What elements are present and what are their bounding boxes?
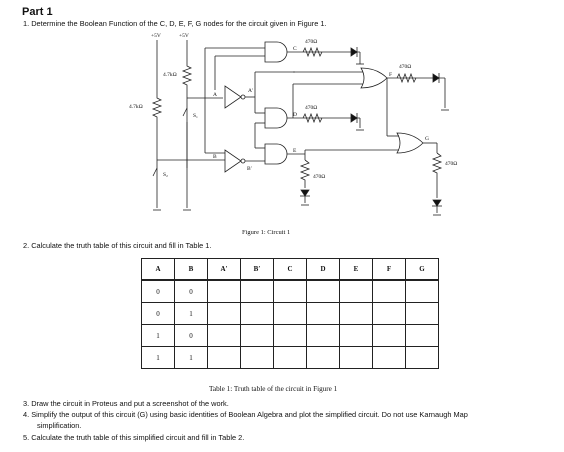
vcc1-label: +5V — [151, 33, 161, 39]
table-cell — [208, 280, 241, 303]
node-d-label: D — [293, 112, 297, 118]
col-header: B — [175, 259, 208, 281]
switch1-label: S₁ — [193, 113, 198, 119]
col-header: B′ — [241, 259, 274, 281]
table-row — [142, 325, 439, 347]
question-2: 2. Calculate the truth table of this circuit and fill in Table 1. — [23, 241, 212, 250]
truth-table — [141, 258, 439, 369]
table-cell: 1 — [142, 347, 175, 369]
r-d-label: 470Ω — [305, 105, 318, 111]
truth-table-header — [142, 259, 439, 281]
table-cell: 0 — [142, 280, 175, 303]
node-b-label: B — [213, 154, 217, 160]
table-cell — [241, 280, 274, 303]
table-cell: 1 — [175, 303, 208, 325]
table-cell: 0 — [175, 325, 208, 347]
table-cell: 1 — [175, 347, 208, 369]
question-1: 1. Determine the Boolean Function of the C, D, E, F, G nodes for the circuit given in Figure 1. — [23, 19, 327, 28]
col-header: A′ — [208, 259, 241, 281]
circuit-diagram — [115, 28, 475, 228]
table-cell — [340, 280, 373, 303]
switch2-label: S₂ — [163, 172, 168, 178]
table-cell — [274, 347, 307, 369]
node-c-label: C — [293, 46, 297, 52]
table-cell — [373, 280, 406, 303]
col-header: G — [406, 259, 439, 281]
table-cell — [241, 325, 274, 347]
node-e-label: E — [293, 148, 297, 154]
r-c-label: 470Ω — [305, 39, 318, 45]
table-cell — [274, 325, 307, 347]
table-cell — [208, 347, 241, 369]
node-f-label: F — [389, 72, 393, 78]
node-a-label: A — [213, 92, 217, 98]
node-a-not-label: A′ — [248, 88, 254, 94]
table-cell — [406, 325, 439, 347]
table-cell — [307, 347, 340, 369]
table-cell — [373, 303, 406, 325]
question-3: 3. Draw the circuit in Proteus and put a screenshot of the work. — [23, 399, 229, 408]
table-cell — [406, 303, 439, 325]
node-g-label: G — [425, 136, 429, 142]
table-cell — [340, 347, 373, 369]
table-cell — [241, 347, 274, 369]
table-cell — [406, 347, 439, 369]
table-cell — [274, 303, 307, 325]
col-header: C — [274, 259, 307, 281]
table-cell — [208, 303, 241, 325]
pullup2-label: 4.7kΩ — [129, 104, 143, 110]
figure-caption: Figure 1: Circuit 1 — [242, 229, 291, 236]
pullup1-label: 4.7kΩ — [163, 72, 177, 78]
r-f-label: 470Ω — [399, 64, 412, 70]
col-header: F — [373, 259, 406, 281]
table-cell — [274, 280, 307, 303]
question-5: 5. Calculate the truth table of this simplified circuit and fill in Table 2. — [23, 433, 245, 442]
table-cell — [373, 347, 406, 369]
table-cell — [373, 325, 406, 347]
part-title: Part 1 — [22, 6, 53, 18]
question-4-continued: simplification. — [37, 421, 82, 430]
table-row — [142, 280, 439, 303]
table-cell — [307, 303, 340, 325]
r-g-label: 470Ω — [445, 161, 458, 167]
table-cell — [340, 303, 373, 325]
table-cell: 0 — [142, 303, 175, 325]
col-header: E — [340, 259, 373, 281]
table-cell — [208, 325, 241, 347]
table-row — [142, 347, 439, 369]
table-cell: 0 — [175, 280, 208, 303]
table-cell — [241, 303, 274, 325]
r-e-label: 470Ω — [313, 174, 326, 180]
col-header: A — [142, 259, 175, 281]
table-caption: Table 1: Truth table of the circuit in Figure 1 — [209, 385, 338, 393]
table-cell — [307, 325, 340, 347]
vcc2-label: +5V — [179, 33, 189, 39]
table-cell: 1 — [142, 325, 175, 347]
question-4: 4. Simplify the output of this circuit (G) using basic identities of Boolean Algebra and plot the simplified circuit. Do not use Karnaugh Map — [23, 410, 468, 419]
node-b-not-label: B′ — [247, 166, 252, 172]
col-header: D — [307, 259, 340, 281]
table-cell — [406, 280, 439, 303]
table-row — [142, 303, 439, 325]
table-cell — [307, 280, 340, 303]
table-cell — [340, 325, 373, 347]
